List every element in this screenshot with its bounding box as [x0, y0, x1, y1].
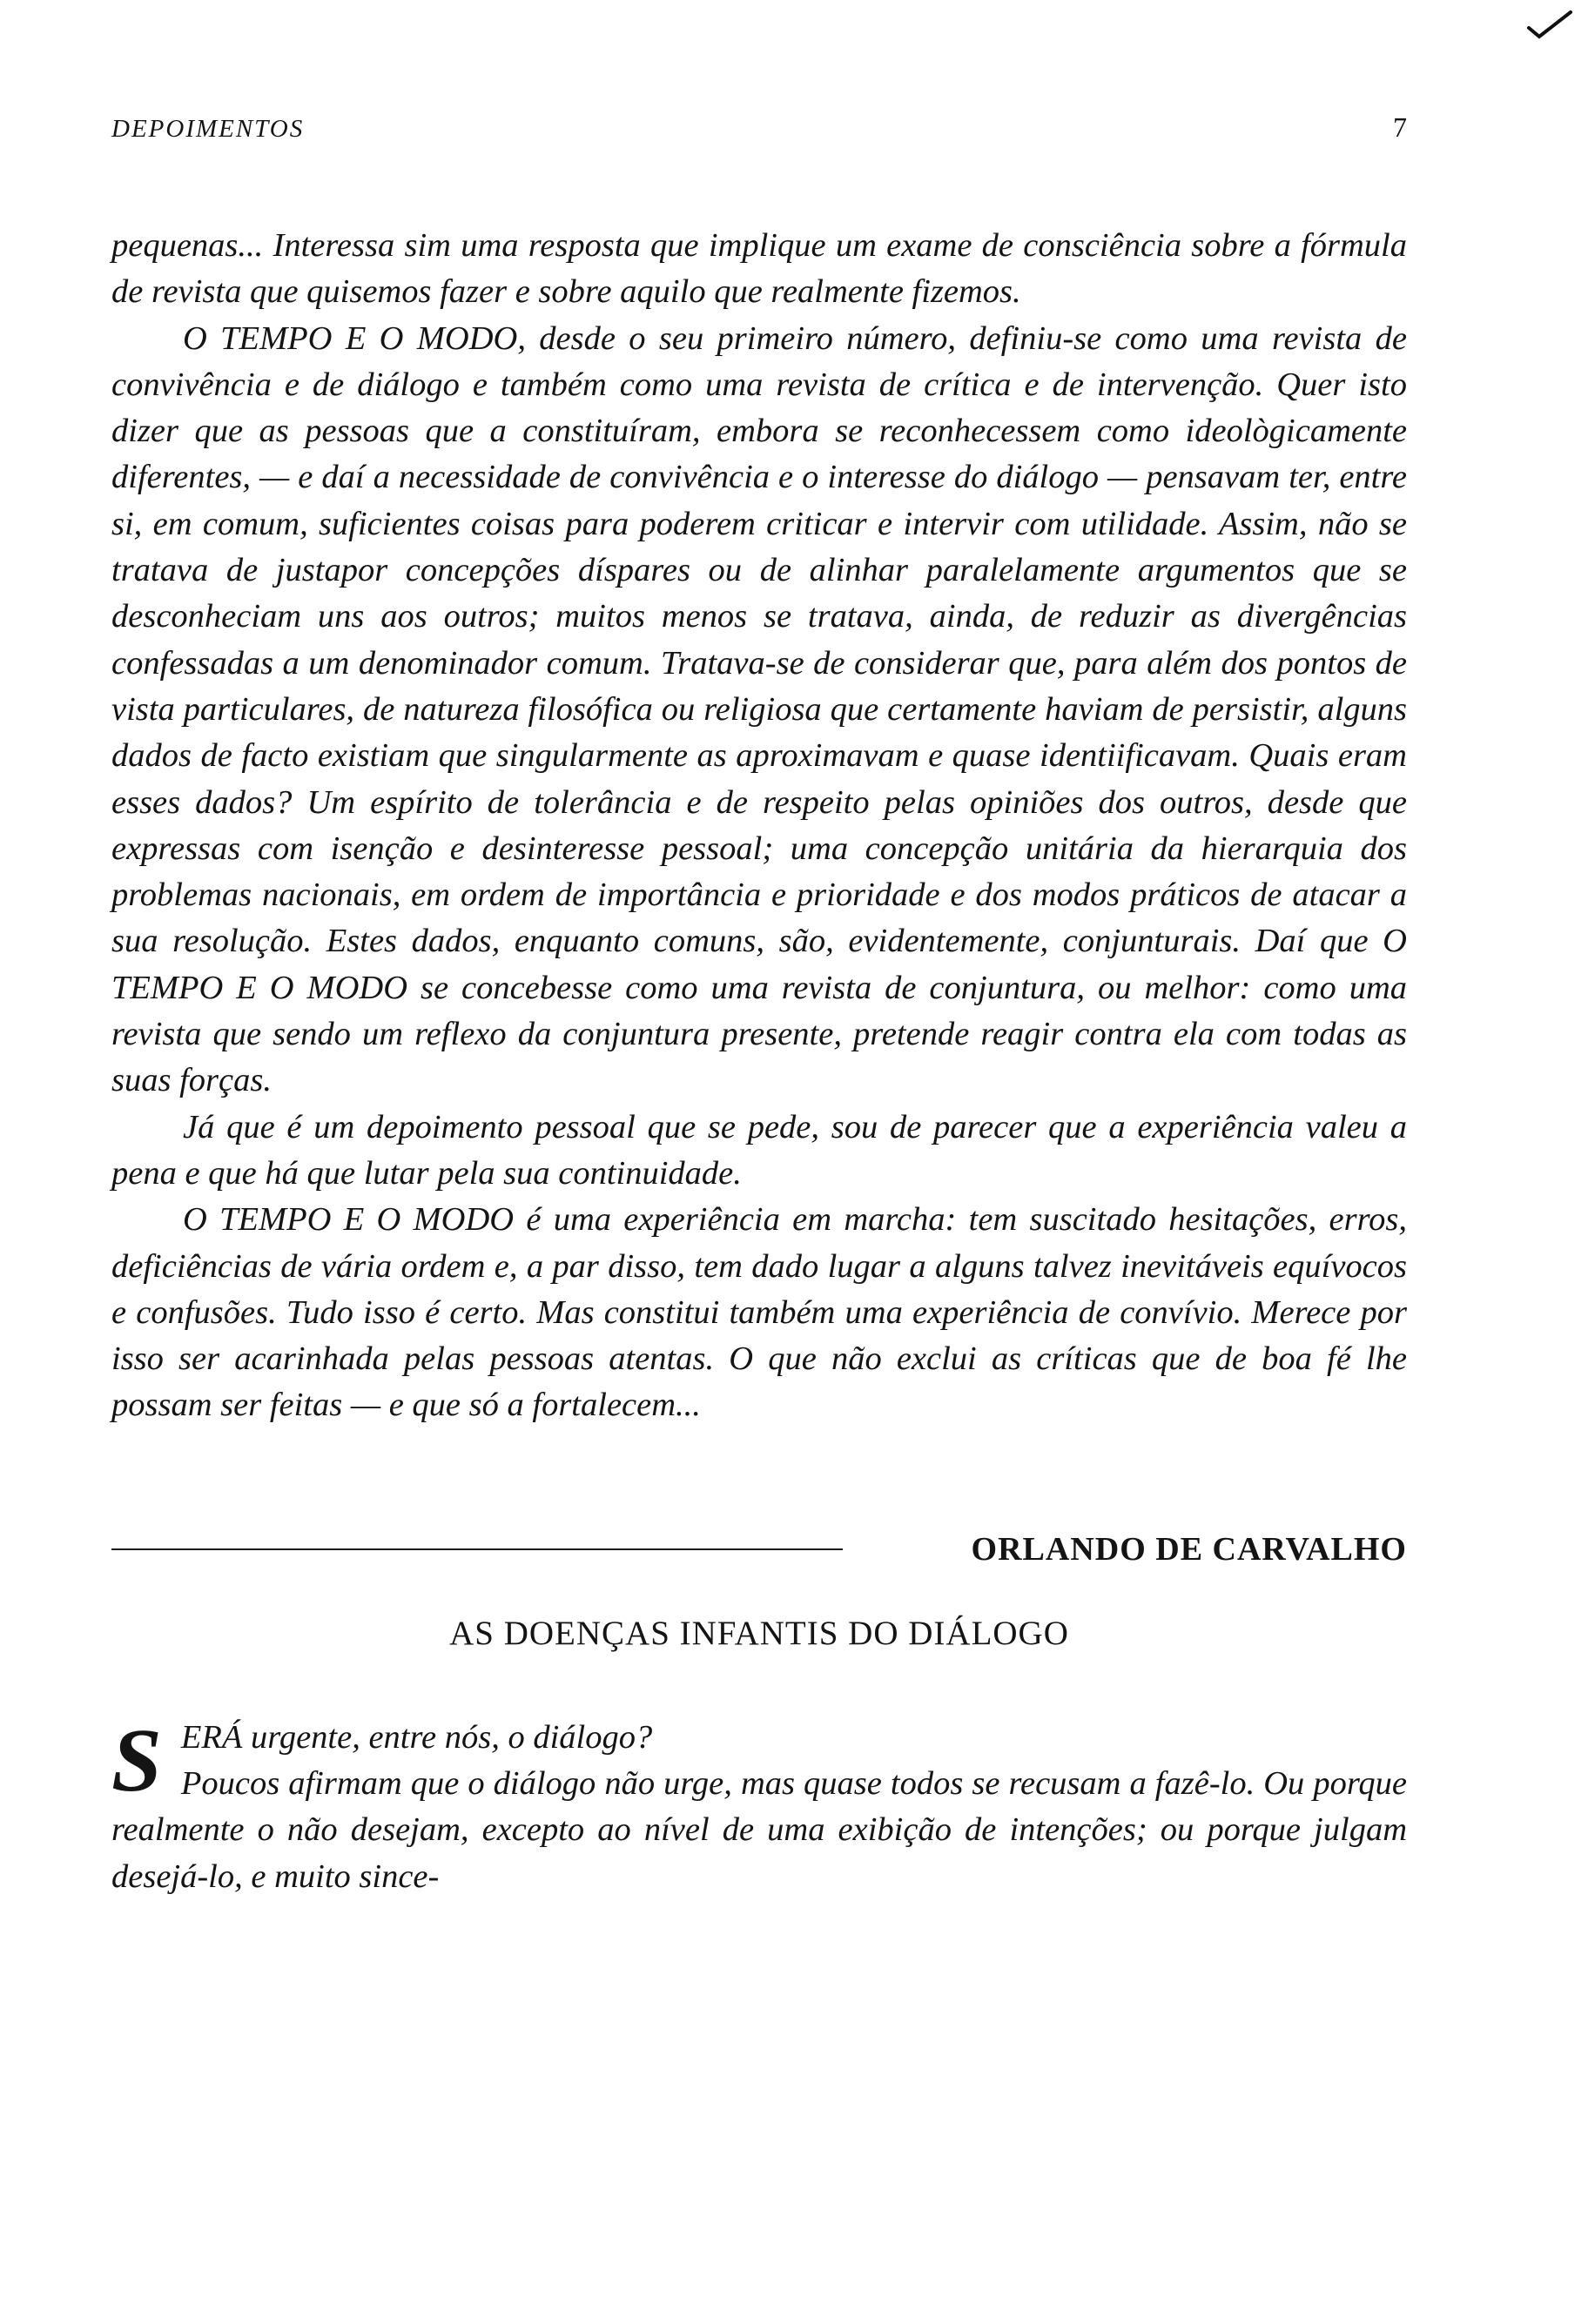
paragraph: O TEMPO E O MODO é uma experiência em marcha: tem suscitado hesitações, erros, deficiências de vária ordem e, a par disso, tem dado lugar a alguns talvez inevitáveis equívocos e confusões. Tudo isso é certo. Mas constitui também uma experiência de convívio. Merece por isso ser acarinhada pelas pessoas atentas. O que não exclui as críticas que de boa fé lhe possam ser feitas — e que só a fortalecem... [111, 1201, 1407, 1424]
author-name: ORLANDO DE CARVALHO [971, 1530, 1407, 1568]
paragraph: Poucos afirmam que o diálogo não urge, mas quase todos se recusam a fazê-lo. Ou porque realmente o não desejam, excepto ao nível de uma exibição de intenções; ou porque julgam desejá-lo, e muito since- [111, 1765, 1407, 1895]
author-byline [111, 1523, 1407, 1575]
drop-cap: S [111, 1709, 162, 1810]
document-page [111, 111, 1407, 1900]
paragraph: pequenas... Interessa sim uma resposta que implique um exame de consciência sobre a fórmula de revista que quisemos fazer e sobre aquilo que realmente fizemos. [111, 227, 1407, 311]
page-number: 7 [1393, 111, 1407, 143]
paragraph: Já que é um depoimento pessoal que se pede, sou de parecer que a experiência valeu a pena e que há que lutar pela sua continuidade. [111, 1108, 1407, 1192]
previous-article-body [111, 223, 1407, 1429]
article-title: AS DOENÇAS INFANTIS DO DIÁLOGO [449, 1614, 1069, 1652]
check-mark-annotation [1525, 7, 1574, 42]
paragraph: O TEMPO E O MODO, desde o seu primeiro número, definiu-se como uma revista de convivência e de diálogo e também como uma revista de crítica e de intervenção. Quer isto dizer que as pessoas que a constituíram, embora se reconhecessem como ideològicamente diferentes, — e daí a necessidade de convivência e o interesse do diálogo — pensavam ter, entre si, em comum, suficientes coisas para poderem criticar e intervir com utilidade. Assim, não se tratava de justapor concepções díspares ou de alinhar paralelamente argumentos que se desconheciam uns aos outros; muitos menos se tratava, ainda, de reduzir as divergências confessadas a um denominador comum. Tratava-se de considerar que, para além dos pontos de vista particulares, de natureza filosófica ou religiosa que certamente haviam de persistir, alguns dados de facto existiam que singularmente as aproximavam e quase identiificavam. Quais eram esses dados? Um espírito de tolerância e de respeito pelas opiniões dos outros, desde que expressas com isenção e desinteresse pessoal; uma concepção unitária da hierarquia dos problemas nacionais, em ordem de importância e prioridade e dos modos práticos de atacar a sua resolução. Estes dados, enquanto comuns, são, evidentemente, conjunturais. Daí que O TEMPO E O MODO se concebesse como uma revista de conjuntura, ou melhor: como uma revista que sendo um reflexo da conjuntura presente, pretende reagir contra ela com todas as suas forças. [111, 319, 1407, 1099]
opening-line: ERÁ urgente, entre nós, o diálogo? [180, 1718, 653, 1756]
section-title: DEPOIMENTOS [111, 115, 305, 143]
divider-rule [111, 1548, 843, 1550]
running-head [111, 111, 1407, 164]
article-opening [111, 1709, 1407, 1900]
